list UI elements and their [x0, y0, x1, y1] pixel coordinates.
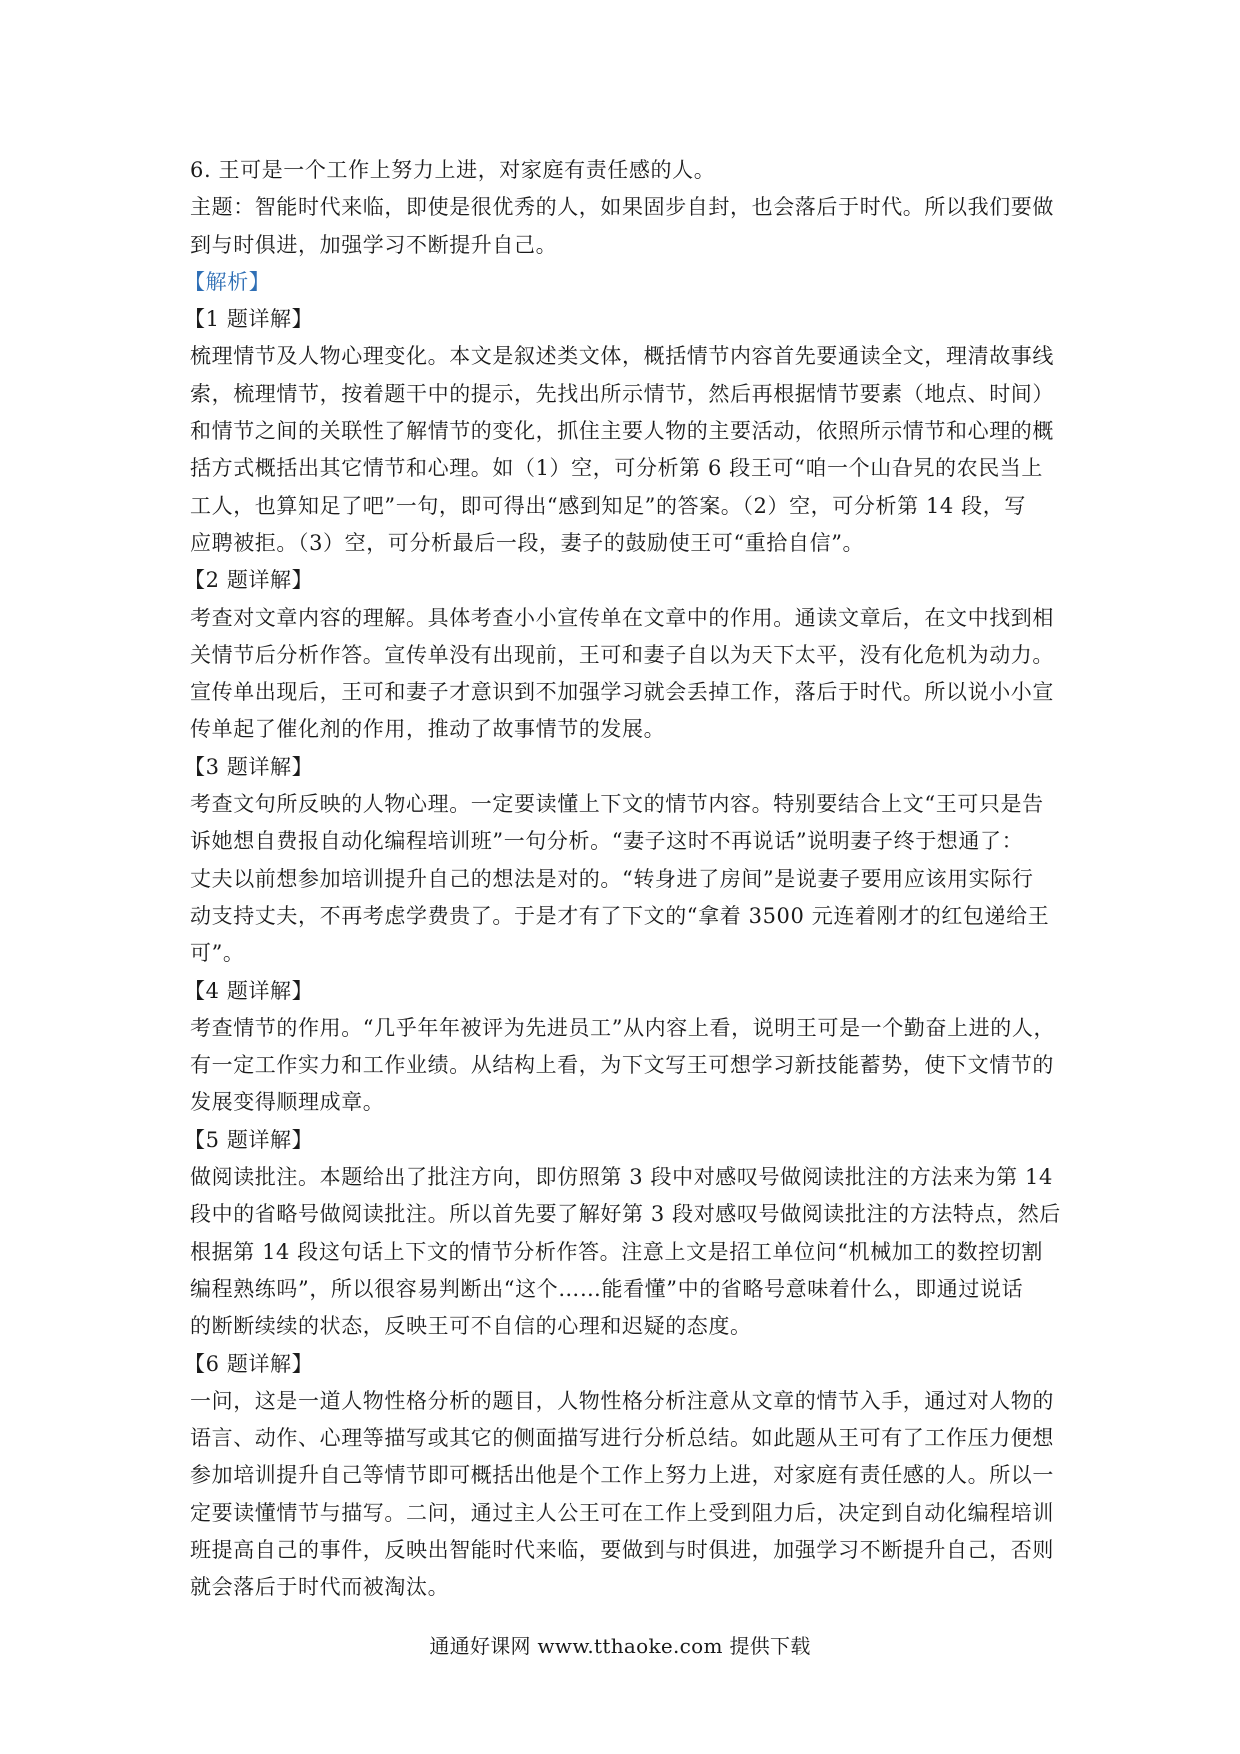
section-heading-2: 【2 题详解】: [184, 568, 314, 593]
paragraph-line: 编程熟练吗”，所以很容易判断出“这个……能看懂”中的省略号意味着什么，即通过说话: [190, 1276, 1024, 1301]
paragraph-line: 丈夫以前想参加培训提升自己的想法是对的。“转身进了房间”是说妻子要用应该用实际行: [190, 866, 1034, 891]
paragraph-line: 做阅读批注。本题给出了批注方向，即仿照第 3 段中对感叹号做阅读批注的方法来为第 14: [190, 1165, 1053, 1190]
paragraph-line: 就会落后于时代而被淘汰。: [190, 1575, 450, 1600]
paragraph-line: 根据第 14 段这句话上下文的情节分析作答。注意上文是招工单位问“机械加工的数控切割: [190, 1239, 1044, 1264]
section-heading-1: 【1 题详解】: [184, 307, 314, 332]
paragraph-line: 关情节后分析作答。宣传单没有出现前，王可和妻子自以为天下太平，没有化危机为动力。: [190, 642, 1054, 667]
section-heading-3: 【3 题详解】: [184, 754, 314, 779]
paragraph-line: 一问，这是一道人物性格分析的题目，人物性格分析注意从文章的情节入手，通过对人物的: [190, 1388, 1054, 1413]
section-heading-5: 【5 题详解】: [184, 1127, 314, 1152]
document-body: [184, 152, 1070, 1607]
paragraph-line: 可”。: [190, 941, 245, 966]
paragraph-line: 参加培训提升自己等情节即可概括出他是个工作上努力上进，对家庭有责任感的人。所以一: [190, 1463, 1054, 1488]
paragraph-line: 考查情节的作用。“几乎年年被评为先进员工”从内容上看，说明王可是一个勤奋上进的人，: [190, 1015, 1056, 1040]
paragraph-line: 传单起了催化剂的作用，推动了故事情节的发展。: [190, 717, 666, 742]
analysis-label: 【解析】: [184, 269, 271, 294]
page-footer: 通通好课网 www.tthaoke.com 提供下载: [429, 1634, 811, 1658]
section-heading-4: 【4 题详解】: [184, 978, 314, 1003]
paragraph-line: 应聘被拒。（3）空，可分析最后一段，妻子的鼓励使王可“重拾自信”。: [190, 530, 865, 555]
paragraph-line: 有一定工作实力和工作业绩。从结构上看，为下文写王可想学习新技能蓄势，使下文情节的: [190, 1053, 1054, 1078]
paragraph-line: 括方式概括出其它情节和心理。如（1）空，可分析第 6 段王可“咱一个山旮旯的农民当上: [190, 456, 1044, 481]
section-heading-6: 【6 题详解】: [184, 1351, 314, 1376]
paragraph-line: 定要读懂情节与描写。二问，通过主人公王可在工作上受到阻力后，决定到自动化编程培训: [190, 1500, 1054, 1525]
paragraph-line: 索，梳理情节，按着题干中的提示，先找出所示情节，然后再根据情节要素（地点、时间）: [190, 381, 1054, 406]
paragraph-line: 段中的省略号做阅读批注。所以首先要了解好第 3 段对感叹号做阅读批注的方法特点，然后: [190, 1202, 1061, 1227]
paragraph-line: 考查对文章内容的理解。具体考查小小宣传单在文章中的作用。通读文章后，在文中找到相: [190, 605, 1054, 630]
answer-6-line: 6. 王可是一个工作上努力上进，对家庭有责任感的人。: [190, 158, 716, 182]
paragraph-line: 工人，也算知足了吧”一句，即可得出“感到知足”的答案。（2）空，可分析第 14 段，写: [190, 493, 1026, 518]
paragraph-line: 宣传单出现后，王可和妻子才意识到不加强学习就会丢掉工作，落后于时代。所以说小小宣: [190, 680, 1054, 705]
paragraph-line: 和情节之间的关联性了解情节的变化，抓住主要人物的主要活动，依照所示情节和心理的概: [190, 419, 1054, 444]
paragraph-line: 班提高自己的事件，反映出智能时代来临，要做到与时俱进，加强学习不断提升自己，否则: [190, 1537, 1054, 1562]
paragraph-line: 诉她想自费报自动化编程培训班”一句分析。“妻子这时不再说话”说明妻子终于想通了：: [190, 829, 1024, 854]
paragraph-line: 的断断续续的状态，反映王可不自信的心理和迟疑的态度。: [190, 1314, 752, 1339]
paragraph-line: 梳理情节及人物心理变化。本文是叙述类文体，概括情节内容首先要通读全文，理清故事线: [190, 344, 1054, 369]
paragraph-line: 动支持丈夫，不再考虑学费贵了。于是才有了下文的“拿着 3500 元连着刚才的红包递给王: [190, 903, 1050, 928]
paragraph-line: 发展变得顺理成章。: [190, 1090, 385, 1115]
theme-line: 到与时俱进，加强学习不断提升自己。: [190, 232, 558, 257]
theme-line: 主题：智能时代来临，即使是很优秀的人，如果固步自封，也会落后于时代。所以我们要做: [190, 195, 1054, 220]
paragraph-line: 语言、动作、心理等描写或其它的侧面描写进行分析总结。如此题从王可有了工作压力便想: [190, 1426, 1054, 1451]
paragraph-line: 考查文句所反映的人物心理。一定要读懂上下文的情节内容。特别要结合上文“王可只是告: [190, 792, 1044, 817]
